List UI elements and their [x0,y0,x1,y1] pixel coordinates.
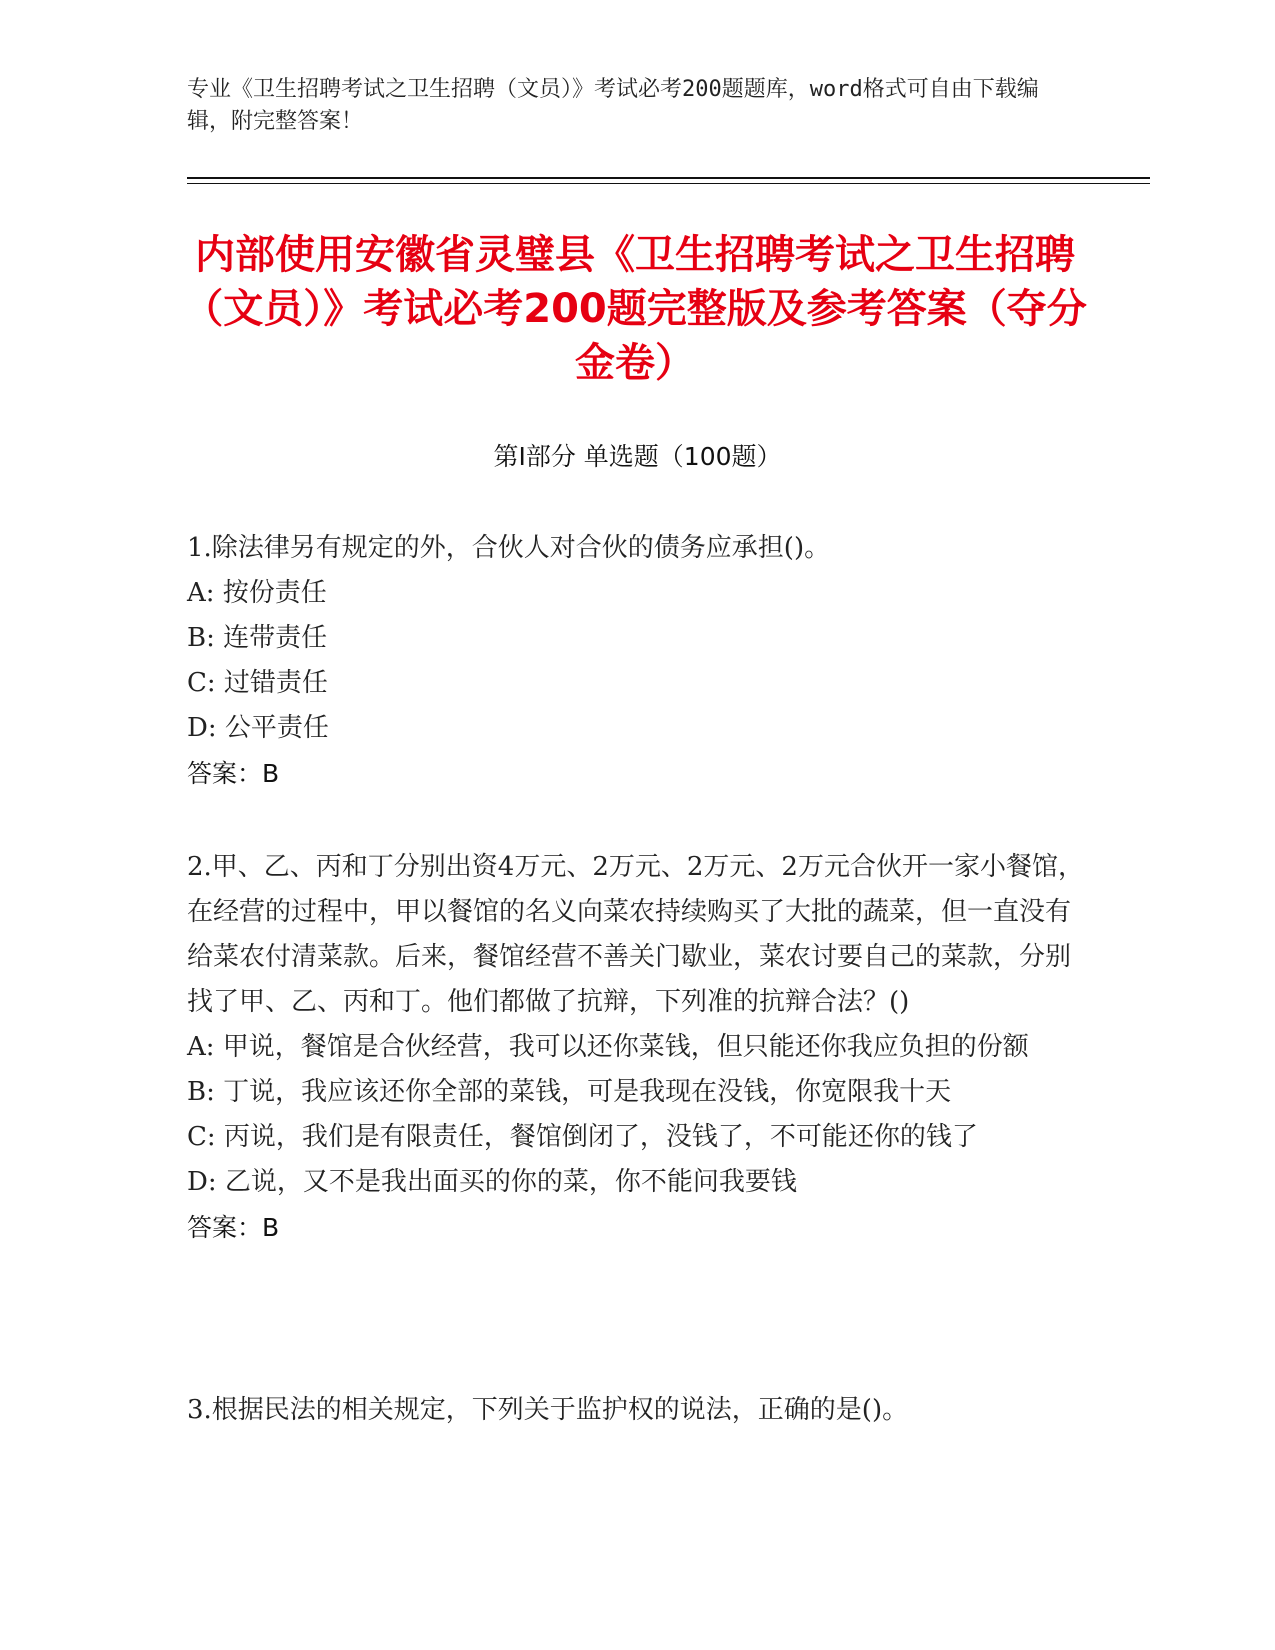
section-heading: 第Ⅰ部分 单选题（100题） [493,442,782,471]
option-a: A: 按份责任 [187,578,327,608]
option-c: C: 丙说，我们是有限责任，餐馆倒闭了，没钱了，不可能还你的钱了 [187,1122,978,1152]
header-note: 专业《卫生招聘考试之卫生招聘（文员）》考试必考200题题库，word格式可自由下载编辑，附完整答案！ [187,77,1039,134]
question-1 [187,526,1087,796]
option-b: B: 丁说，我应该还你全部的菜钱，可是我现在没钱，你宽限我十天 [187,1077,952,1107]
option-d: D: 公平责任 [187,713,329,743]
header-divider-thin [187,183,1150,184]
question-3 [187,1388,1087,1433]
question-stem: 1.除法律另有规定的外，合伙人对合伙的债务应承担()。 [187,533,831,563]
document-title: 内部使用安徽省灵璧县《卫生招聘考试之卫生招聘（文员）》考试必考200题完整版及参考答案（夺分金卷） [183,232,1087,386]
option-a: A: 甲说，餐馆是合伙经营，我可以还你菜钱，但只能还你我应负担的份额 [187,1032,1029,1062]
question-2 [187,845,1087,1250]
header-divider-thick [187,177,1150,179]
question-stem: 3.根据民法的相关规定，下列关于监护权的说法，正确的是()。 [187,1395,909,1425]
option-d: D: 乙说，又不是我出面买的你的菜，你不能问我要钱 [187,1167,797,1197]
question-stem: 2.甲、乙、丙和丁分别出资4万元、2万元、2万元、2万元合伙开一家小餐馆，在经营的过程中，甲以餐馆的名义向菜农持续购买了大批的蔬菜，但一直没有给菜农付清菜款。后来，餐馆经营不善关门歇业，菜农讨要自己的菜款，分别找了甲、乙、丙和丁。他们都做了抗辩，下列准的抗辩合法？() [187,852,1084,1017]
option-b: B: 连带责任 [187,623,328,653]
answer: 答案：B [187,1213,280,1242]
option-c: C: 过错责任 [187,668,328,698]
answer: 答案：B [187,759,280,788]
